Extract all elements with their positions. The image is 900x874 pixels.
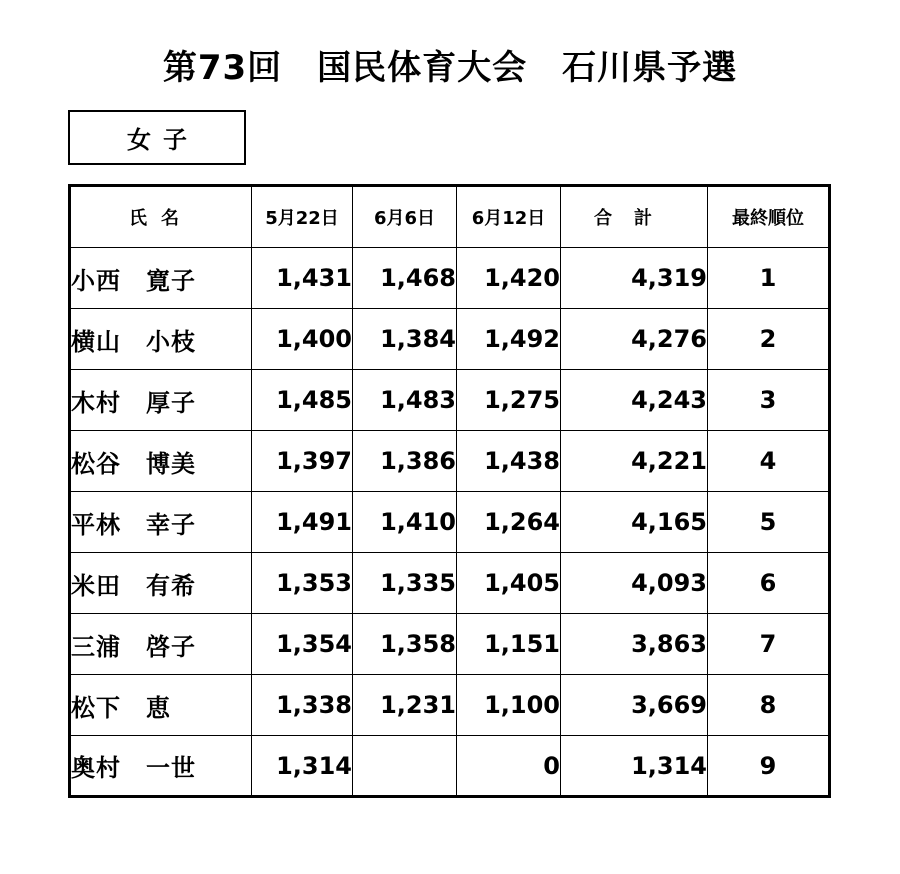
row-total: 4,221 [561, 431, 708, 492]
row-day3: 1,151 [457, 614, 561, 675]
row-rank: 8 [708, 675, 830, 736]
header-day2: 6月6日 [353, 186, 457, 248]
row-rank: 5 [708, 492, 830, 553]
row-day3: 1,492 [457, 309, 561, 370]
table-row [70, 248, 830, 309]
header-day3: 6月12日 [457, 186, 561, 248]
row-name: 平林 幸子 [70, 492, 252, 553]
table-row [70, 736, 830, 797]
row-day1: 1,314 [252, 736, 353, 797]
row-day2 [353, 736, 457, 797]
row-day3: 1,438 [457, 431, 561, 492]
row-day3: 1,405 [457, 553, 561, 614]
row-rank: 9 [708, 736, 830, 797]
table-row [70, 370, 830, 431]
row-day3: 0 [457, 736, 561, 797]
row-name: 米田 有希 [70, 553, 252, 614]
row-total: 4,276 [561, 309, 708, 370]
row-day1: 1,491 [252, 492, 353, 553]
table-header-row [70, 186, 830, 248]
row-total: 4,093 [561, 553, 708, 614]
row-day1: 1,354 [252, 614, 353, 675]
row-total: 1,314 [561, 736, 708, 797]
table-row [70, 614, 830, 675]
header-day1: 5月22日 [252, 186, 353, 248]
results-table [68, 184, 831, 798]
row-name: 松谷 博美 [70, 431, 252, 492]
row-rank: 1 [708, 248, 830, 309]
row-day1: 1,400 [252, 309, 353, 370]
row-name: 横山 小枝 [70, 309, 252, 370]
table-row [70, 309, 830, 370]
row-day1: 1,338 [252, 675, 353, 736]
header-total: 合計 [561, 186, 708, 248]
category-label: 女子 [68, 110, 246, 165]
row-rank: 2 [708, 309, 830, 370]
table-row [70, 431, 830, 492]
row-day3: 1,275 [457, 370, 561, 431]
table-row [70, 553, 830, 614]
row-day3: 1,100 [457, 675, 561, 736]
table-row [70, 675, 830, 736]
row-rank: 6 [708, 553, 830, 614]
row-day2: 1,468 [353, 248, 457, 309]
row-total: 4,243 [561, 370, 708, 431]
row-total: 3,669 [561, 675, 708, 736]
row-name: 松下 恵 [70, 675, 252, 736]
row-day1: 1,353 [252, 553, 353, 614]
row-rank: 4 [708, 431, 830, 492]
row-day2: 1,335 [353, 553, 457, 614]
row-day2: 1,358 [353, 614, 457, 675]
table-row [70, 492, 830, 553]
row-total: 3,863 [561, 614, 708, 675]
header-rank: 最終順位 [708, 186, 830, 248]
row-day1: 1,397 [252, 431, 353, 492]
row-total: 4,319 [561, 248, 708, 309]
row-name: 小西 寛子 [70, 248, 252, 309]
row-day2: 1,384 [353, 309, 457, 370]
row-day2: 1,483 [353, 370, 457, 431]
row-name: 木村 厚子 [70, 370, 252, 431]
header-name: 氏名 [70, 186, 252, 248]
page-title: 第73回 国民体育大会 石川県予選 [162, 48, 738, 88]
row-day3: 1,264 [457, 492, 561, 553]
row-day1: 1,431 [252, 248, 353, 309]
row-day2: 1,386 [353, 431, 457, 492]
row-name: 三浦 啓子 [70, 614, 252, 675]
row-total: 4,165 [561, 492, 708, 553]
row-day1: 1,485 [252, 370, 353, 431]
row-day2: 1,410 [353, 492, 457, 553]
row-rank: 7 [708, 614, 830, 675]
row-name: 奥村 一世 [70, 736, 252, 797]
row-rank: 3 [708, 370, 830, 431]
row-day2: 1,231 [353, 675, 457, 736]
row-day3: 1,420 [457, 248, 561, 309]
